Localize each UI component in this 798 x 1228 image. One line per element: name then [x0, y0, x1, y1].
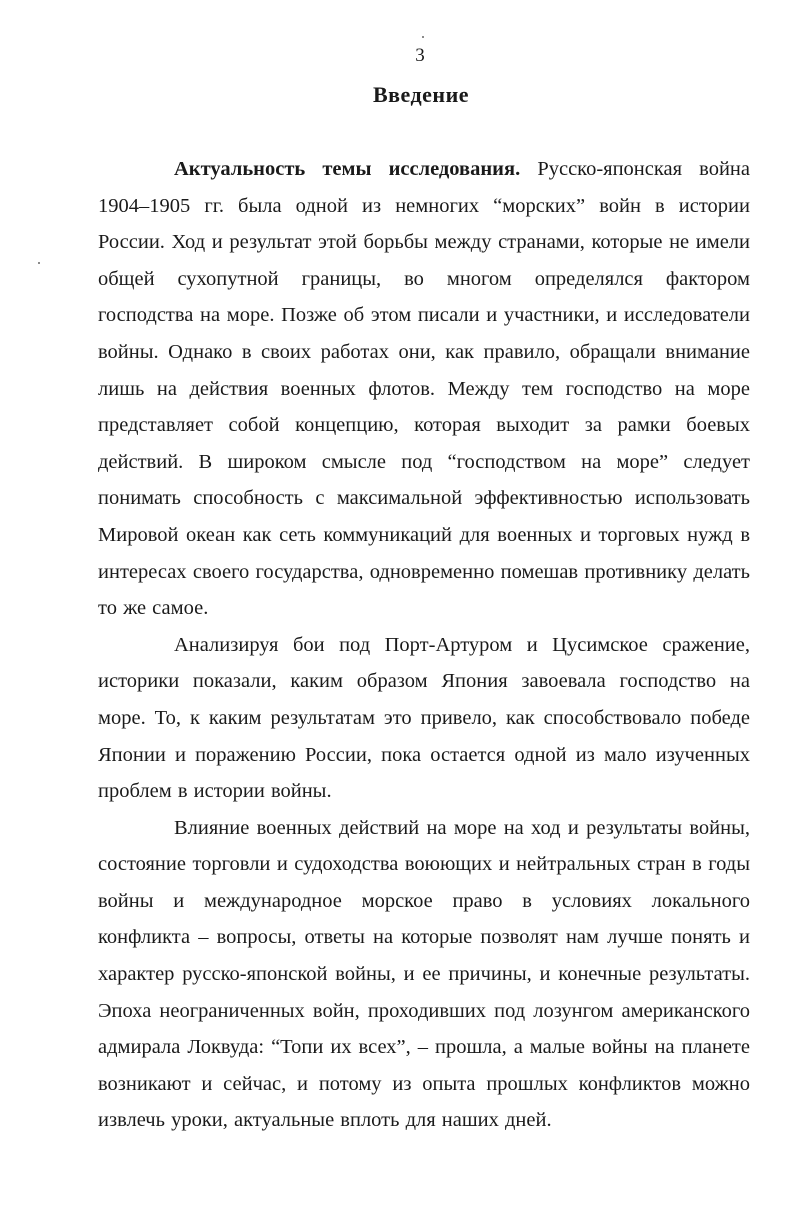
paragraph-battles: Анализируя бои под Порт-Артуром и Цусимское сражение, историки показали, каким образом Япония завоевала господство на море. То, к каким результатам это привело, как способствовало победе Японии и поражению России, пока остается одной из мало изученных проблем в истории войны. — [98, 633, 750, 803]
paragraph-text: Русско-японская война 1904–1905 гг. была одной из немногих “морских” войн в истории России. Ход и результат этой борьбы между странами, которые не имели общей сухопутной границы, во многом определялся фактором господства на море. Позже об этом писали и участники, и исследователи войны. Однако в своих работах они, как правило, обращали внимание лишь на действия военных флотов. Между тем господство на море представляет собой концепцию, которая выходит за рамки боевых действий. В широком смысле под “господством на море” следует понимать способность с максимальной эффективностью использовать Мировой океан как сеть коммуникаций для военных и торговых нужд в интересах своего государства, одновременно помешав противнику делать то же самое. — [98, 158, 750, 620]
paragraph-influence: Влияние военных действий на море на ход и результаты войны, состояние торговли и судоходства воюющих и нейтральных стран в годы войны и международное морское право в условиях локального конфликта – вопросы, ответы на которые позволят нам лучше понять и характер русско-японской войны, и ее причины, и конечные результаты. Эпоха неограниченных войн, проходивших под лозунгом американского адмирала Локвуда: “Топи их всех”, – прошла, а малые войны на планете возникают и сейчас, и потому из опыта прошлых конфликтов можно извлечь уроки, актуальные вплоть для наших дней. — [98, 816, 750, 1132]
body-text — [98, 151, 750, 1139]
paragraph-lead: Актуальность темы исследования. — [174, 158, 521, 180]
scan-speck — [38, 262, 40, 264]
section-title: Введение — [372, 82, 470, 107]
page-number: 3 — [415, 45, 425, 66]
paragraph-relevance — [98, 151, 750, 627]
scan-speck — [422, 36, 424, 38]
